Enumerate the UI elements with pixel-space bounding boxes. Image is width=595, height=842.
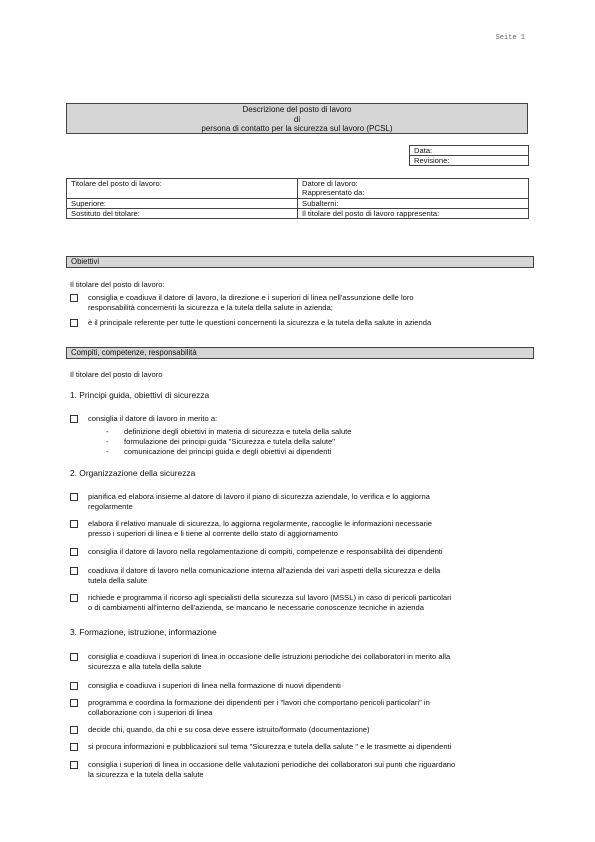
represented-by-label: Rappresentato da:	[302, 188, 365, 197]
dash-item: - comunicazione dei principi guida e degli obiettivi ai dipendenti	[106, 447, 332, 456]
task-item-line: collaborazione con i superiori di linea	[88, 708, 213, 717]
title-line-3: persona di contatto per la sicurezza sul lavoro (PCSL)	[201, 124, 393, 134]
checkbox-icon	[70, 594, 78, 602]
task-item-line: programma e coordina la formazione dei dipendenti per i "lavori che comportano pericoli particolari" in	[88, 698, 430, 707]
objective-item-line: consiglia e coadiuva il datore di lavoro, la direzione e i superiori di linea nell'assunzione delle loro	[88, 293, 414, 302]
checkbox-icon	[70, 653, 78, 661]
task-item-line: richiede e programma il ricorso agli specialisti della sicurezza sul lavoro (MSSL) in caso di pericoli particolari	[88, 593, 452, 602]
title-line-2: di	[293, 114, 301, 124]
heading-guiding-principles: 1. Principi guida, obiettivi di sicurezza	[70, 390, 210, 400]
task-item-line: o di cambiamenti all'interno dell'azienda, se mancano le necessarie conoscenze tecniche in azienda	[88, 603, 424, 612]
dash-item: - formulazione dei principi guida "Sicurezza e tutela della salute"	[106, 437, 335, 446]
deputy-cell: Sostituto del titolare:	[67, 209, 298, 219]
task-item-line: elabora il relativo manuale di sicurezza, lo aggiorna regolarmente, raccoglie le informazioni necessarie	[88, 519, 433, 528]
objective-item-line: è il principale referente per tutte le questioni concernenti la sicurezza e la tutela della salute in azienda	[88, 318, 432, 327]
checkbox-icon	[70, 415, 78, 423]
objective-item-line: responsabilità concernenti la sicurezza e la tutela della salute in azienda;	[88, 303, 333, 312]
task-item-line: presso i superiori di linea e li tiene al corrente dello stato di aggiornamento	[88, 529, 338, 538]
tasks-intro: Il titolare del posto di lavoro	[70, 370, 163, 379]
employer-label: Datore di lavoro:	[302, 179, 358, 188]
checkbox-icon	[70, 567, 78, 575]
job-info-table	[66, 178, 529, 219]
represents-cell: Il titolare del posto di lavoro rappresenta:	[298, 209, 529, 219]
date-revision-box	[409, 145, 529, 166]
date-field: Data:	[410, 146, 529, 156]
task-item-line: consiglia e coadiuva i superiori di linea in occasione delle istruzioni periodiche dei collaboratori in merito alla	[88, 652, 451, 661]
checkbox-icon	[70, 319, 78, 327]
heading-safety-organization: 2. Organizzazione della sicurezza	[70, 468, 196, 478]
dash-item: - definizione degli obiettivi in materia di sicurezza e tutela della salute	[106, 427, 352, 436]
section-header-tasks: Compiti, competenze, responsabilità	[66, 347, 534, 359]
checkbox-icon	[70, 726, 78, 734]
checkbox-icon	[70, 493, 78, 501]
task-item-line: coadiuva il datore di lavoro nella comunicazione interna all'azienda dei vari aspetti della sicurezza e della	[88, 566, 441, 575]
subordinates-cell: Subalterni:	[298, 199, 529, 209]
task-item-line: decide chi, quando, da chi e su cosa deve essere istruito/formato (documentazione)	[88, 725, 370, 734]
task-item-line: consiglia e coadiuva i superiori di linea nella formazione di nuovi dipendenti	[88, 681, 341, 690]
job-holder-cell: Titolare del posto di lavoro:	[67, 179, 298, 199]
task-item-line: tutela della salute	[88, 576, 148, 585]
checkbox-icon	[70, 682, 78, 690]
page-number: Seite 1	[495, 34, 525, 42]
task-item-line: consiglia il datore di lavoro in merito a:	[88, 414, 218, 423]
title-line-1: Descrizione del posto di lavoro	[242, 105, 352, 114]
checkbox-icon	[70, 520, 78, 528]
task-item-line: consiglia i superiori di linea in occasione delle valutazioni periodiche dei collaboratori sui punti che riguardano	[88, 760, 456, 769]
task-item-line: pianifica ed elabora insieme al datore di lavoro il piano di sicurezza aziendale, lo verifica e lo aggiorna	[88, 492, 430, 501]
superior-cell: Superiore:	[67, 199, 298, 209]
section-header-objectives: Obiettivi	[66, 256, 534, 268]
heading-training: 3. Formazione, istruzione, informazione	[70, 627, 217, 637]
checkbox-icon	[70, 761, 78, 769]
task-item-line: sicurezza e alla tutela della salute	[88, 662, 202, 671]
employer-cell	[298, 179, 529, 199]
checkbox-icon	[70, 294, 78, 302]
task-item-line: la sicurezza e la tutela della salute	[88, 770, 204, 779]
document-title-box	[66, 103, 528, 134]
task-item-line: regolarmente	[88, 502, 133, 511]
task-item-line: si procura informazioni e pubblicazioni sul tema "Sicurezza e tutela della salute " e le trasmette ai dipendenti	[88, 742, 452, 751]
checkbox-icon	[70, 699, 78, 707]
checkbox-icon	[70, 548, 78, 556]
checkbox-icon	[70, 743, 78, 751]
objectives-intro: Il titolare del posto di lavoro:	[70, 280, 165, 289]
revision-field: Revisione:	[410, 156, 529, 166]
task-item-line: consiglia il datore di lavoro nella regolamentazione di compiti, competenze e responsabilità dei dipendenti	[88, 547, 443, 556]
